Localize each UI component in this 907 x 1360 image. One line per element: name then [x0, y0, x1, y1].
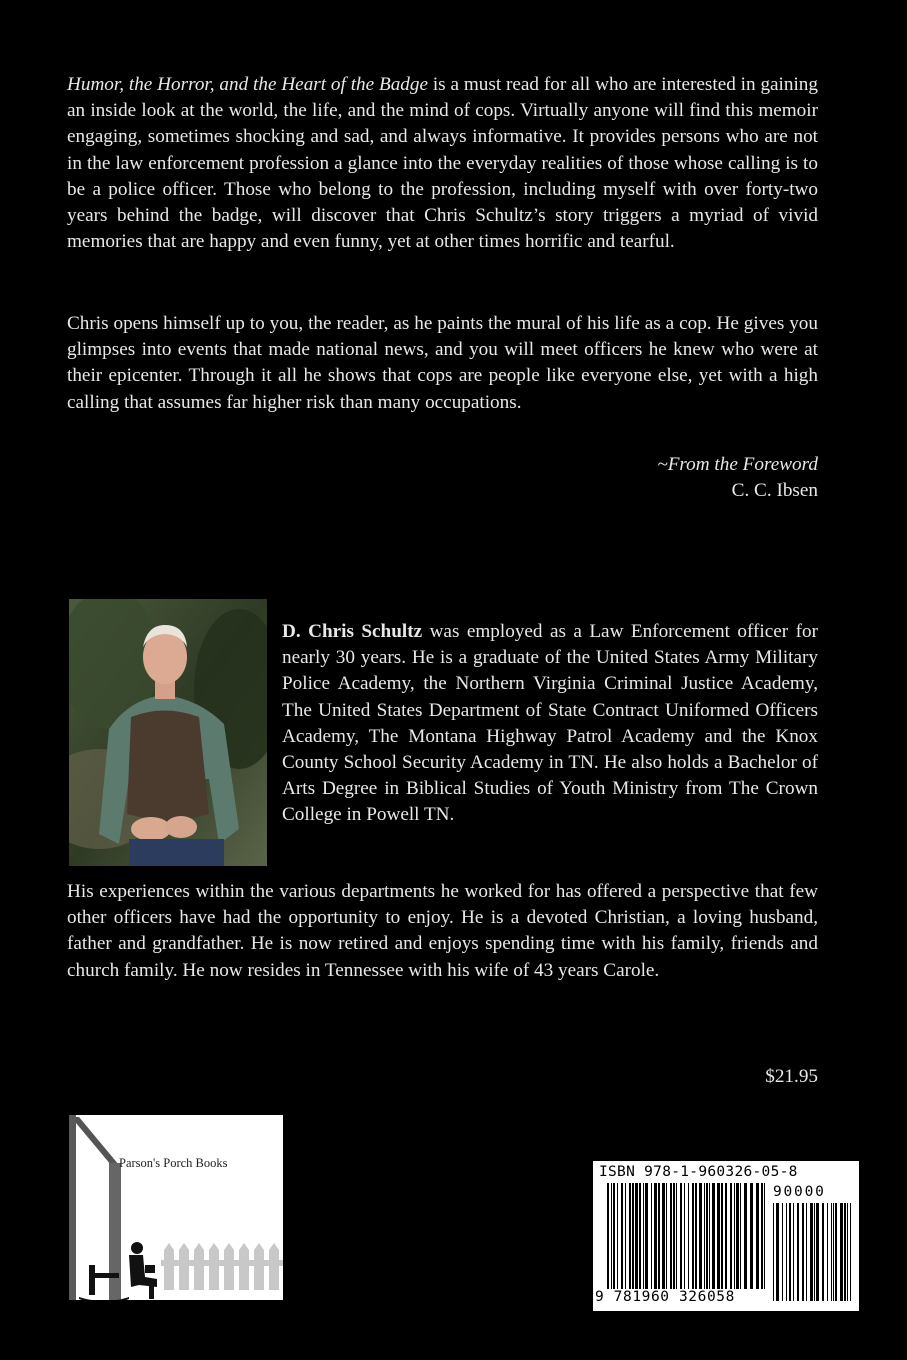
barcode-digits: 9 781960 326058 — [595, 1289, 735, 1305]
foreword-attribution — [657, 452, 818, 504]
foreword-paragraph-1 — [67, 72, 818, 255]
author-paragraph-2: His experiences within the various departments he worked for has offered a perspective that few other officers have had the opportunity to enjoy. He is a devoted Christian, a loving husband, father and grandfather. He is now retired and enjoys spending time with his family, friends and church family. He now resides in Tennessee with his wife of 43 years Carole. — [67, 881, 818, 981]
foreword-paragraph-2: Chris opens himself up to you, the reader, as he paints the mural of his life as a cop. He gives you glimpses into events that made national news, and you will meet officers he knew who were at their epicenter. Through it all he shows that cops are people like everyone else, yet with a high calling that assumes far higher risk than many occupations. — [67, 313, 818, 413]
isbn-barcode — [593, 1161, 859, 1311]
author-photo — [69, 599, 267, 866]
foreword-attribution-name: C. C. Ibsen — [731, 480, 818, 502]
price: $21.95 — [765, 1066, 818, 1087]
author-bio — [282, 619, 818, 829]
foreword-attribution-label: ~From the Foreword — [657, 454, 818, 475]
isbn-label: ISBN 978-1-960326-05-8 — [599, 1164, 798, 1180]
book-title: Humor, the Horror, and the Heart of the Badge — [67, 74, 428, 95]
author-name: D. Chris Schultz — [282, 621, 423, 642]
barcode-addon: 90000 — [773, 1184, 826, 1200]
author-bio-text: was employed as a Law Enforcement officer for nearly 30 years. He is a graduate of the United States Army Military Police Academy, the Northern Virginia Criminal Justice Academy, The United States Department of State Contract Uniformed Officers Academy, The Montana Highway Patrol Academy and the Knox County School Security Academy in TN. He also holds a Bachelor of Arts Degree in Biblical Studies of Youth Ministry from The Crown College in Powell TN. — [282, 621, 818, 826]
publisher-name: Parson's Porch Books — [119, 1156, 228, 1170]
foreword-paragraph-1-text: is a must read for all who are interested in gaining an inside look at the world, the life, and the mind of cops. Virtually anyone will find this memoir engaging, sometimes shocking and sad, and always informative. It provides persons who are not in the law enforcement profession a glance into the everyday realities of those whose calling is to be a police officer. Those who belong to the profession, including myself with over forty-two years behind the badge, will discover that Chris Schultz’s story triggers a myriad of vivid memories that are happy and even funny, yet at other times horrific and tearful. — [67, 74, 818, 253]
publisher-logo — [69, 1115, 283, 1300]
